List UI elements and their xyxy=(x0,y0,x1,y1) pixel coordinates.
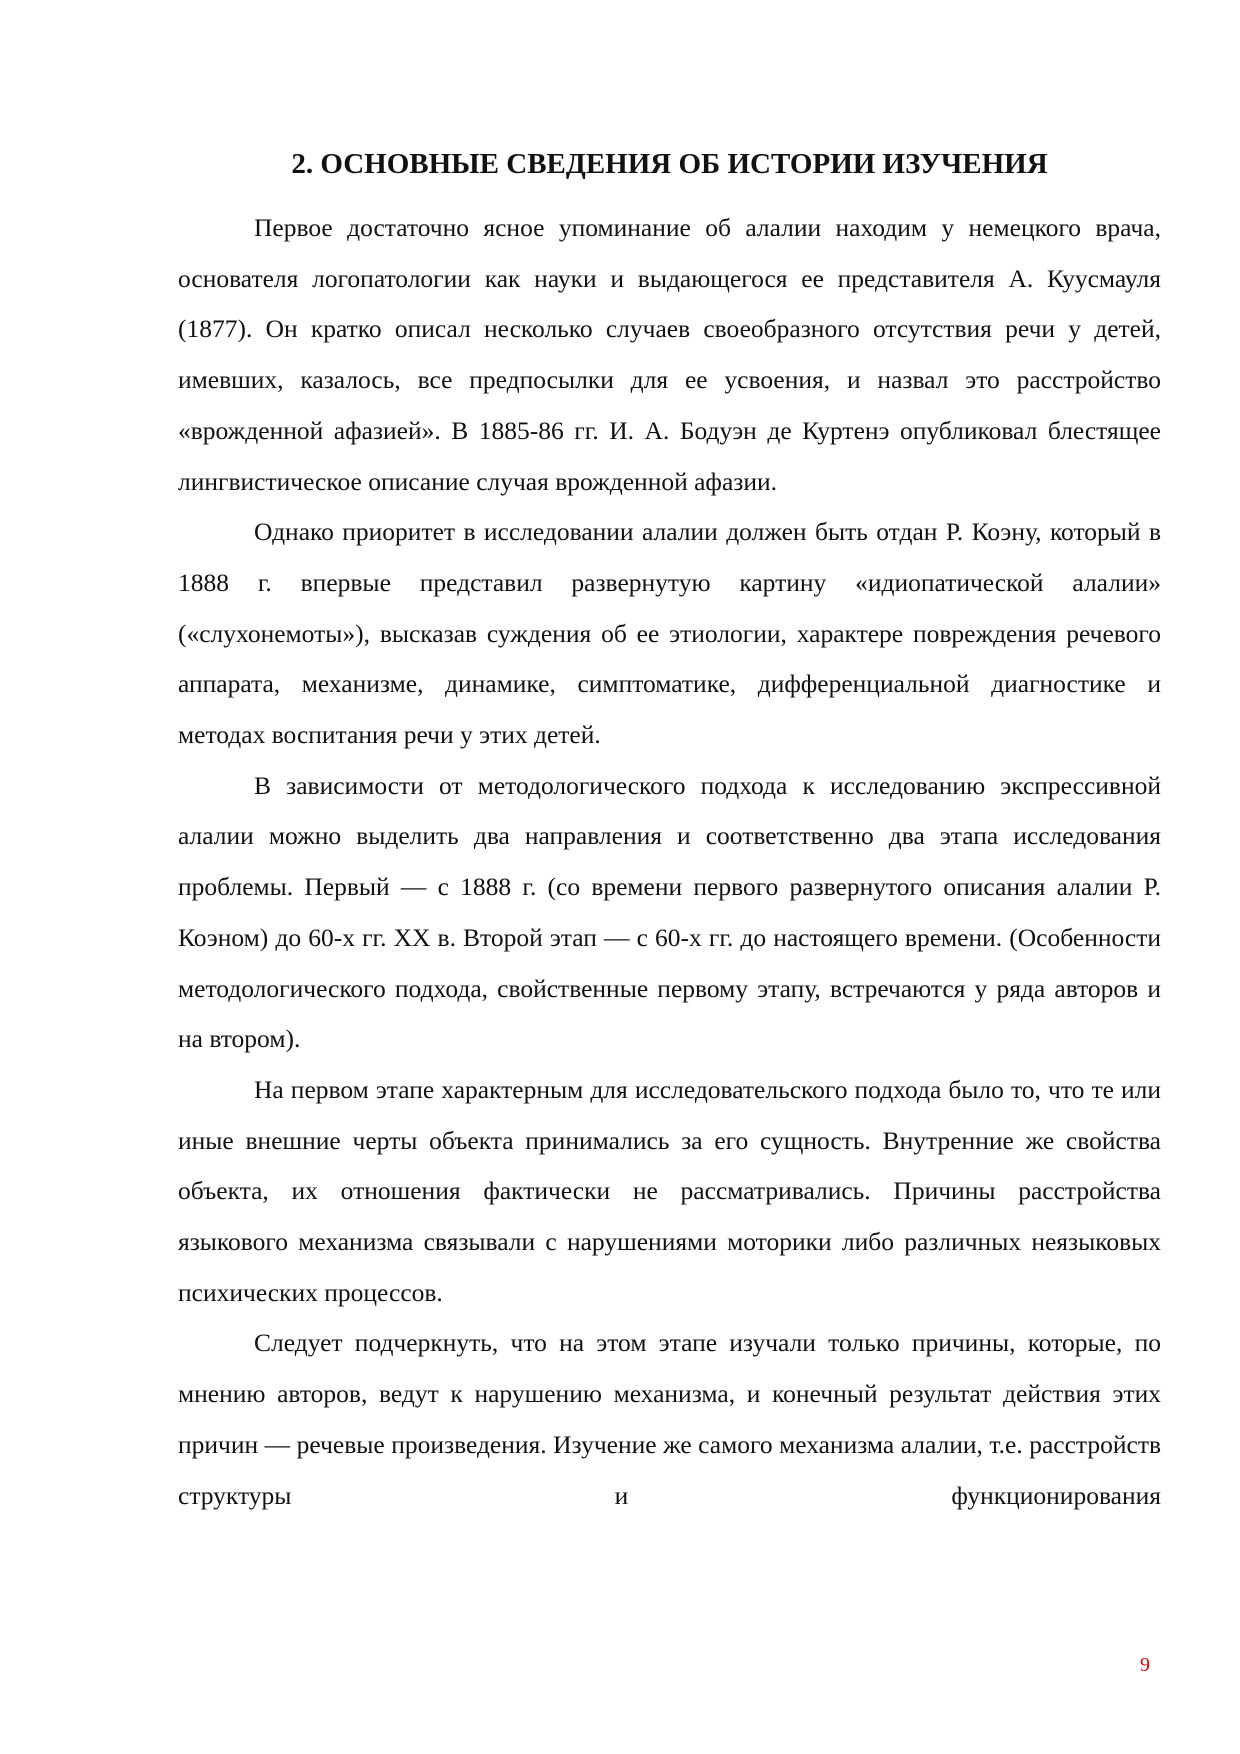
body-text xyxy=(178,203,1161,1521)
paragraph: В зависимости от методологического подхода к исследованию экспрессивной алалии можно выделить два направления и соответственно два этапа исследования проблемы. Первый — с 1888 г. (со времени первого развернутого описания алалии Р. Коэном) до 60-х гг. XX в. Второй этап — с 60-х гг. до настоящего времени. (Особенности методологического подхода, свойственные первому этапу, встречаются у ряда авторов и на втором). xyxy=(178,770,1161,1054)
section-title: 2. ОСНОВНЫЕ СВЕДЕНИЯ ОБ ИСТОРИИ ИЗУЧЕНИЯ xyxy=(291,148,1048,180)
paragraph: На первом этапе характерным для исследовательского подхода было то, что те или иные внешние черты объекта принимались за его сущность. Внутренние же свойства объекта, их отношения фактически не рассматривались. Причины расстройства языкового механизма связывали с нарушениями моторики либо различных неязыковых психических процессов. xyxy=(178,1074,1161,1307)
paragraph: Следует подчеркнуть, что на этом этапе изучали только причины, которые, по мнению авторов, ведут к нарушению механизма, и конечный результат действия этих причин — речевые произведения. Изучение же самого механизма алалии, т.е. расстройств структуры и функционирования xyxy=(178,1328,1161,1510)
page-number: 9 xyxy=(1140,1654,1150,1676)
paragraph: Однако приоритет в исследовании алалии должен быть отдан Р. Коэну, который в 1888 г. впервые представил развернутую картину «идиопатической алалии» («слухонемоты»), высказав суждения об ее этиологии, характере повреждения речевого аппарата, механизме, динамике, симптоматике, дифференциальной диагностике и методах воспитания речи у этих детей. xyxy=(178,517,1161,750)
paragraph: Первое достаточно ясное упоминание об алалии находим у немецкого врача, основателя логопатологии как науки и выдающегося ее представителя А. Куусмауля (1877). Он кратко описал несколько случаев своеобразного отсутствия речи у детей, имевших, казалось, все предпосылки для ее усвоения, и назвал это расстройство «врожденной афазией». В 1885-86 гг. И. А. Бодуэн де Куртенэ опубликовал блестящее лингвистическое описание случая врожденной афазии. xyxy=(178,213,1161,496)
